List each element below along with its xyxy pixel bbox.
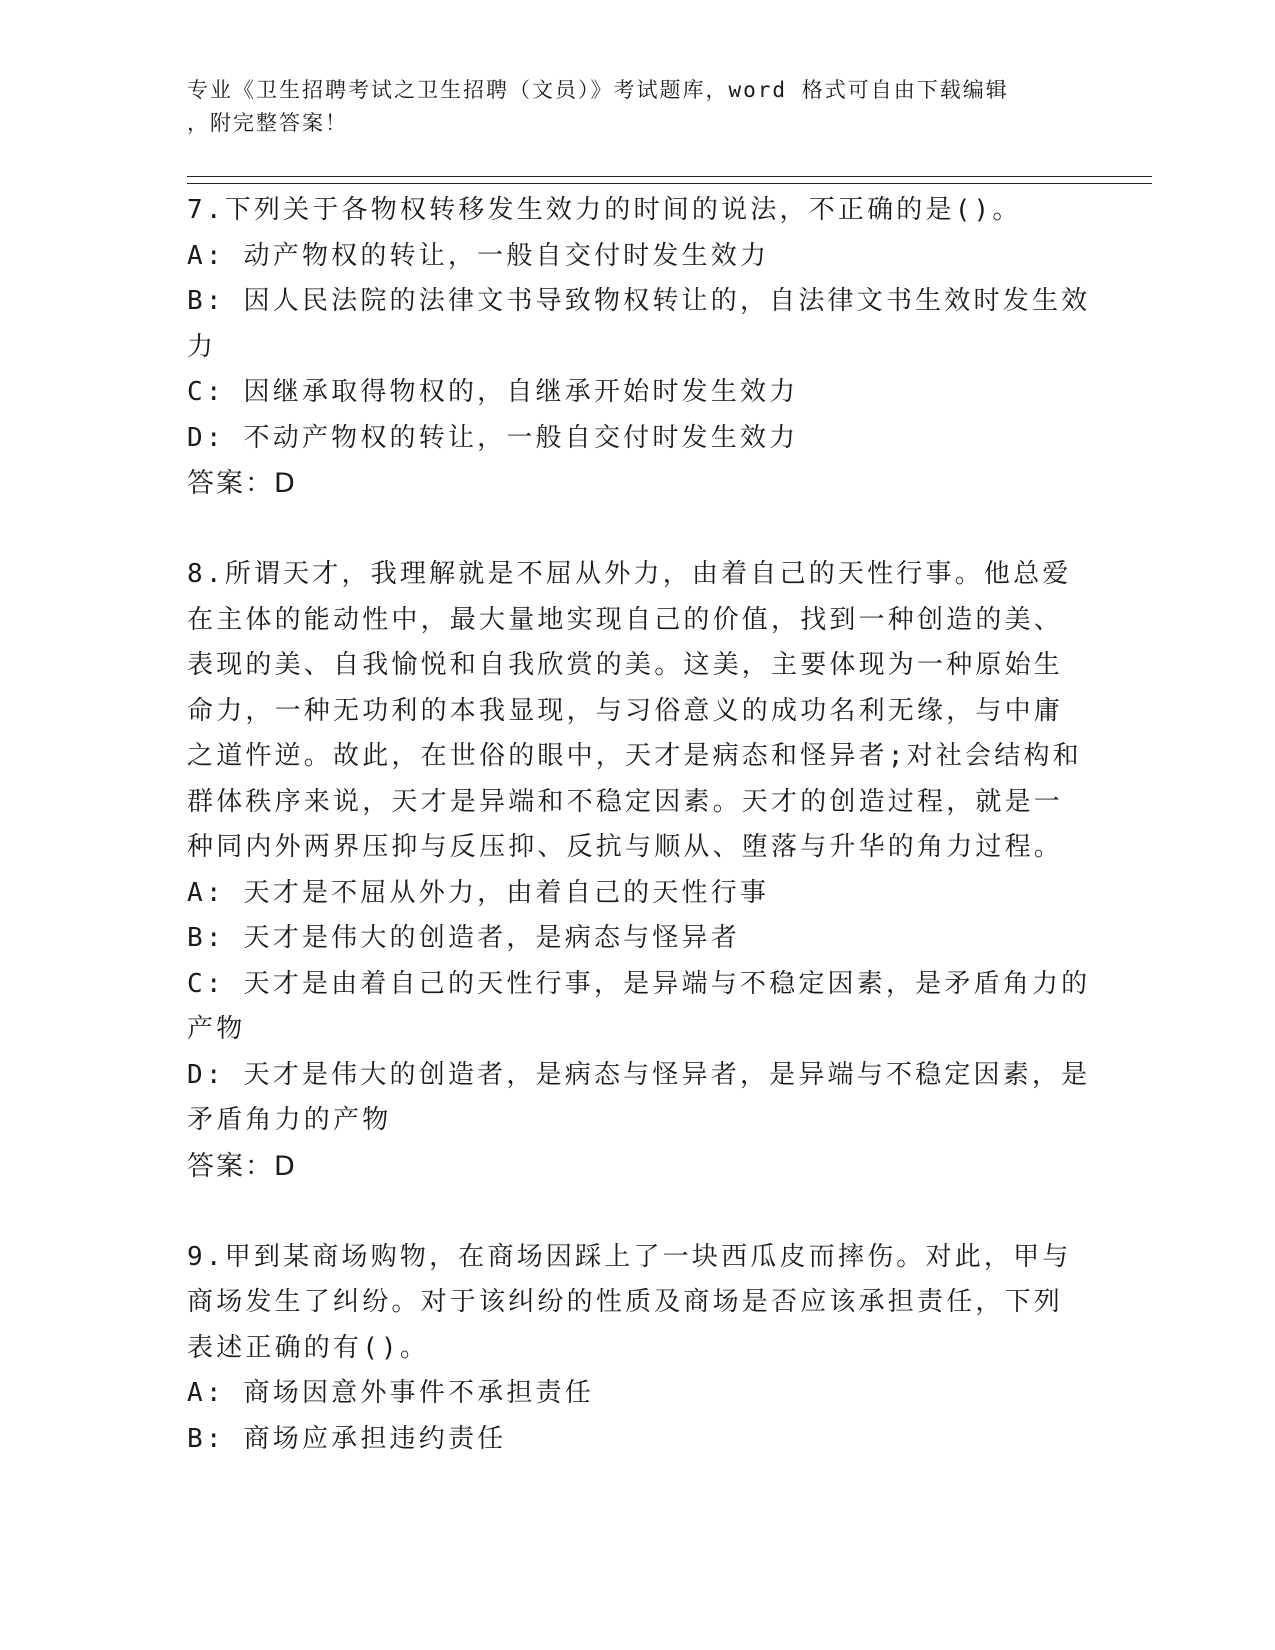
header-rule-top bbox=[187, 176, 1152, 177]
option-d: D: 天才是伟大的创造者，是病态与怪异者，是异端与不稳定因素，是 bbox=[187, 1059, 1091, 1090]
question-stem: 7.下列关于各物权转移发生效力的时间的说法，不正确的是()。 bbox=[187, 195, 1022, 225]
document-header bbox=[187, 74, 1067, 140]
question-stem-line-1: 8.所谓天才，我理解就是不屈从外力，由着自己的天性行事。他总爱 bbox=[187, 559, 1072, 589]
option-c-continued: 产物 bbox=[187, 1014, 246, 1044]
answer: 答案：D bbox=[187, 1150, 297, 1182]
question-stem-line-7: 种同内外两界压抑与反压抑、反抗与顺从、堕落与升华的角力过程。 bbox=[187, 832, 1064, 862]
answer: 答案：D bbox=[187, 468, 297, 499]
option-a: A: 动产物权的转让，一般自交付时发生效力 bbox=[187, 240, 770, 271]
question-stem-line-3: 表述正确的有()。 bbox=[187, 1332, 430, 1363]
option-c: C: 因继承取得物权的，自继承开始时发生效力 bbox=[187, 377, 799, 407]
option-c: C: 天才是由着自己的天性行事，是异端与不稳定因素，是矛盾角力的 bbox=[187, 968, 1091, 999]
question-stem-line-2: 商场发生了纠纷。对于该纠纷的性质及商场是否应该承担责任，下列 bbox=[187, 1287, 1064, 1317]
header-line-1: 专业《卫生招聘考试之卫生招聘（文员）》考试题库，word 格式可自由下载编辑 bbox=[187, 78, 1009, 102]
question-stem-line-5: 之道忤逆。故此，在世俗的眼中，天才是病态和怪异者;对社会结构和 bbox=[187, 741, 1082, 771]
option-b-continued: 力 bbox=[187, 331, 217, 362]
question-list bbox=[187, 188, 1091, 1462]
question-7 bbox=[187, 188, 1091, 507]
option-a: A: 天才是不屈从外力，由着自己的天性行事 bbox=[187, 877, 770, 908]
question-stem-line-3: 表现的美、自我愉悦和自我欣赏的美。这美，主要体现为一种原始生 bbox=[187, 650, 1064, 680]
header-rule-bottom bbox=[187, 183, 1152, 184]
option-d-continued: 矛盾角力的产物 bbox=[187, 1105, 392, 1135]
question-stem-line-6: 群体秩序来说，天才是异端和不稳定因素。天才的创造过程，就是一 bbox=[187, 786, 1064, 817]
question-stem-line-1: 9.甲到某商场购物，在商场因踩上了一块西瓜皮而摔伤。对此，甲与 bbox=[187, 1241, 1072, 1272]
option-a: A: 商场因意外事件不承担责任 bbox=[187, 1378, 594, 1408]
question-spacer bbox=[187, 507, 1082, 553]
header-line-2: ，附完整答案！ bbox=[187, 111, 348, 135]
option-b: B: 因人民法院的法律文书导致物权转让的，自法律文书生效时发生效 bbox=[187, 286, 1091, 316]
question-9 bbox=[187, 1235, 1082, 1463]
question-stem-line-2: 在主体的能动性中，最大量地实现自己的价值，找到一种创造的美、 bbox=[187, 604, 1064, 635]
option-b: B: 商场应承担违约责任 bbox=[187, 1423, 507, 1454]
question-spacer bbox=[187, 1189, 1082, 1235]
option-d: D: 不动产物权的转让，一般自交付时发生效力 bbox=[187, 422, 799, 453]
option-b: B: 天才是伟大的创造者，是病态与怪异者 bbox=[187, 923, 740, 953]
question-8 bbox=[187, 552, 1091, 1189]
question-stem-line-4: 命力，一种无功利的本我显现，与习俗意义的成功名利无缘，与中庸 bbox=[187, 695, 1064, 726]
